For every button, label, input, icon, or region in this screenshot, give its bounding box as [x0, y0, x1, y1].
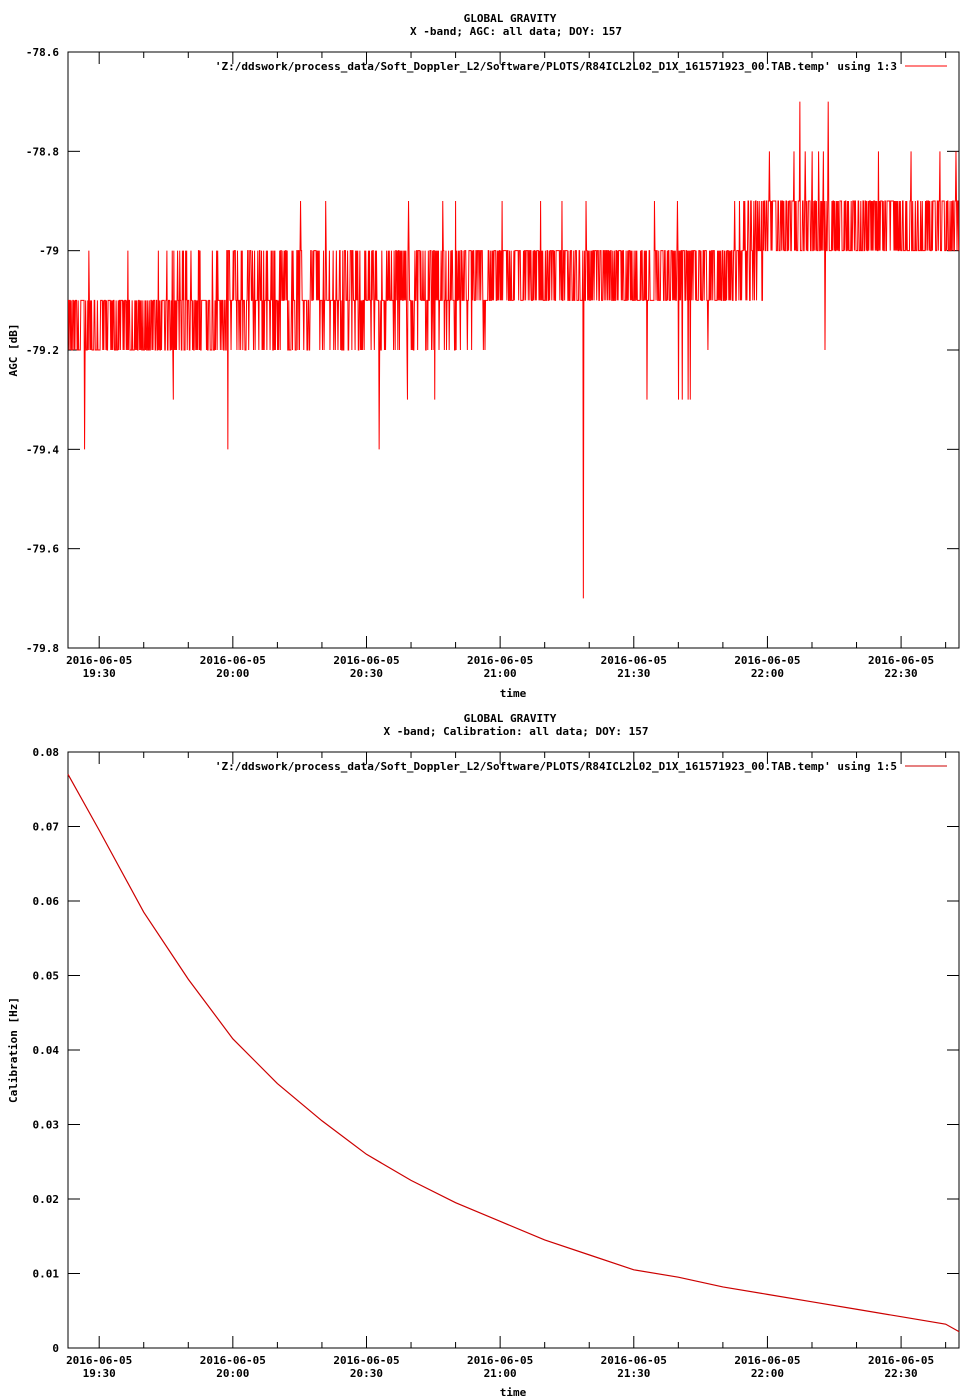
chart2-x-tick-date: 2016-06-05 [467, 1354, 534, 1367]
chart1-y-tick-label: -79 [39, 244, 59, 258]
chart1-legend-label: 'Z:/ddswork/process_data/Soft_Doppler_L2/Software/PLOTS/R84ICL2L02_D1X_161571923_00.TAB.temp' using 1:3 [214, 60, 897, 73]
chart2-legend-label: 'Z:/ddswork/process_data/Soft_Doppler_L2/Software/PLOTS/R84ICL2L02_D1X_161571923_00.TAB.temp' using 1:5 [214, 760, 897, 773]
chart2-x-tick-date: 2016-06-05 [199, 1354, 266, 1367]
chart2-series-calibration [68, 774, 959, 1331]
chart2-title: GLOBAL GRAVITY [463, 712, 557, 725]
chart2-y-tick-label: 0.04 [32, 1044, 59, 1057]
chart1-x-ticks [66, 52, 946, 680]
chart1-y-tick-label: -79.6 [25, 542, 59, 556]
chart2-x-tick-time: 22:30 [884, 1367, 918, 1380]
agc-chart [7, 12, 959, 700]
chart1-x-tick-time: 22:00 [750, 667, 784, 680]
chart2-x-tick-time: 22:00 [750, 1367, 784, 1380]
chart1-x-tick-date: 2016-06-05 [600, 654, 667, 667]
chart1-title: GLOBAL GRAVITY [463, 12, 557, 25]
chart2-x-ticks [66, 752, 946, 1380]
chart2-x-tick-date: 2016-06-05 [600, 1354, 667, 1367]
chart2-x-tick-date: 2016-06-05 [333, 1354, 400, 1367]
chart1-x-tick-time: 21:00 [483, 667, 517, 680]
chart1-x-tick-time: 21:30 [617, 667, 651, 680]
calibration-series-line [68, 774, 959, 1331]
chart2-y-tick-label: 0.02 [32, 1193, 59, 1206]
chart1-y-tick-label: -79.8 [25, 642, 59, 655]
chart2-y-tick-label: 0.06 [32, 895, 59, 908]
chart2-y-tick-label: 0 [52, 1342, 59, 1355]
chart1-x-tick-time: 22:30 [884, 667, 918, 680]
chart2-x-tick-date: 2016-06-05 [867, 1354, 935, 1367]
chart2-x-tick-date: 2016-06-05 [734, 1354, 801, 1367]
chart1-x-tick-time: 19:30 [82, 667, 116, 680]
chart1-series-agc [68, 102, 959, 599]
chart1-x-tick-time: 20:30 [349, 667, 384, 680]
chart1-x-tick-date: 2016-06-05 [66, 654, 133, 667]
chart1-y-tick-label: -79.4 [25, 443, 59, 457]
chart2-x-tick-time: 20:00 [216, 1367, 250, 1380]
chart1-y-ticks [26, 46, 959, 655]
chart2-x-axis-label: time [499, 1386, 527, 1399]
chart2-x-tick-time: 21:00 [483, 1367, 517, 1380]
chart2-x-tick-time: 20:30 [349, 1367, 384, 1380]
chart2-y-tick-label: 0.01 [32, 1267, 59, 1281]
chart2-y-axis-label: Calibration [Hz] [7, 997, 20, 1103]
chart1-x-axis-label: time [499, 687, 527, 700]
chart2-x-tick-time: 19:30 [82, 1367, 116, 1380]
agc-series-line [68, 102, 959, 599]
chart1-x-tick-date: 2016-06-05 [199, 654, 266, 667]
chart2-y-ticks [33, 746, 960, 1355]
calibration-chart [7, 712, 959, 1399]
chart2-y-tick-label: 0.07 [32, 820, 59, 834]
chart2-x-tick-date: 2016-06-05 [66, 1354, 133, 1367]
chart2-plot-frame [68, 752, 959, 1348]
chart1-y-tick-label: -78.6 [25, 46, 59, 59]
chart1-x-tick-date: 2016-06-05 [734, 654, 801, 667]
chart1-y-axis-label: AGC [dB] [7, 323, 20, 377]
chart2-x-tick-time: 21:30 [617, 1367, 651, 1380]
chart2-y-tick-label: 0.03 [32, 1118, 59, 1132]
chart1-x-tick-date: 2016-06-05 [467, 654, 534, 667]
chart1-subtitle: X -band; AGC: all data; DOY: 157 [410, 25, 622, 38]
chart1-x-tick-date: 2016-06-05 [867, 654, 935, 667]
chart1-y-tick-label: -79.2 [25, 344, 59, 357]
chart2-y-tick-label: 0.05 [32, 969, 59, 983]
chart1-x-tick-date: 2016-06-05 [333, 654, 400, 667]
chart1-y-tick-label: -78.8 [25, 145, 59, 159]
chart1-x-tick-time: 20:00 [216, 667, 250, 680]
chart2-subtitle: X -band; Calibration: all data; DOY: 157 [383, 725, 649, 738]
chart2-y-tick-label: 0.08 [32, 746, 59, 759]
